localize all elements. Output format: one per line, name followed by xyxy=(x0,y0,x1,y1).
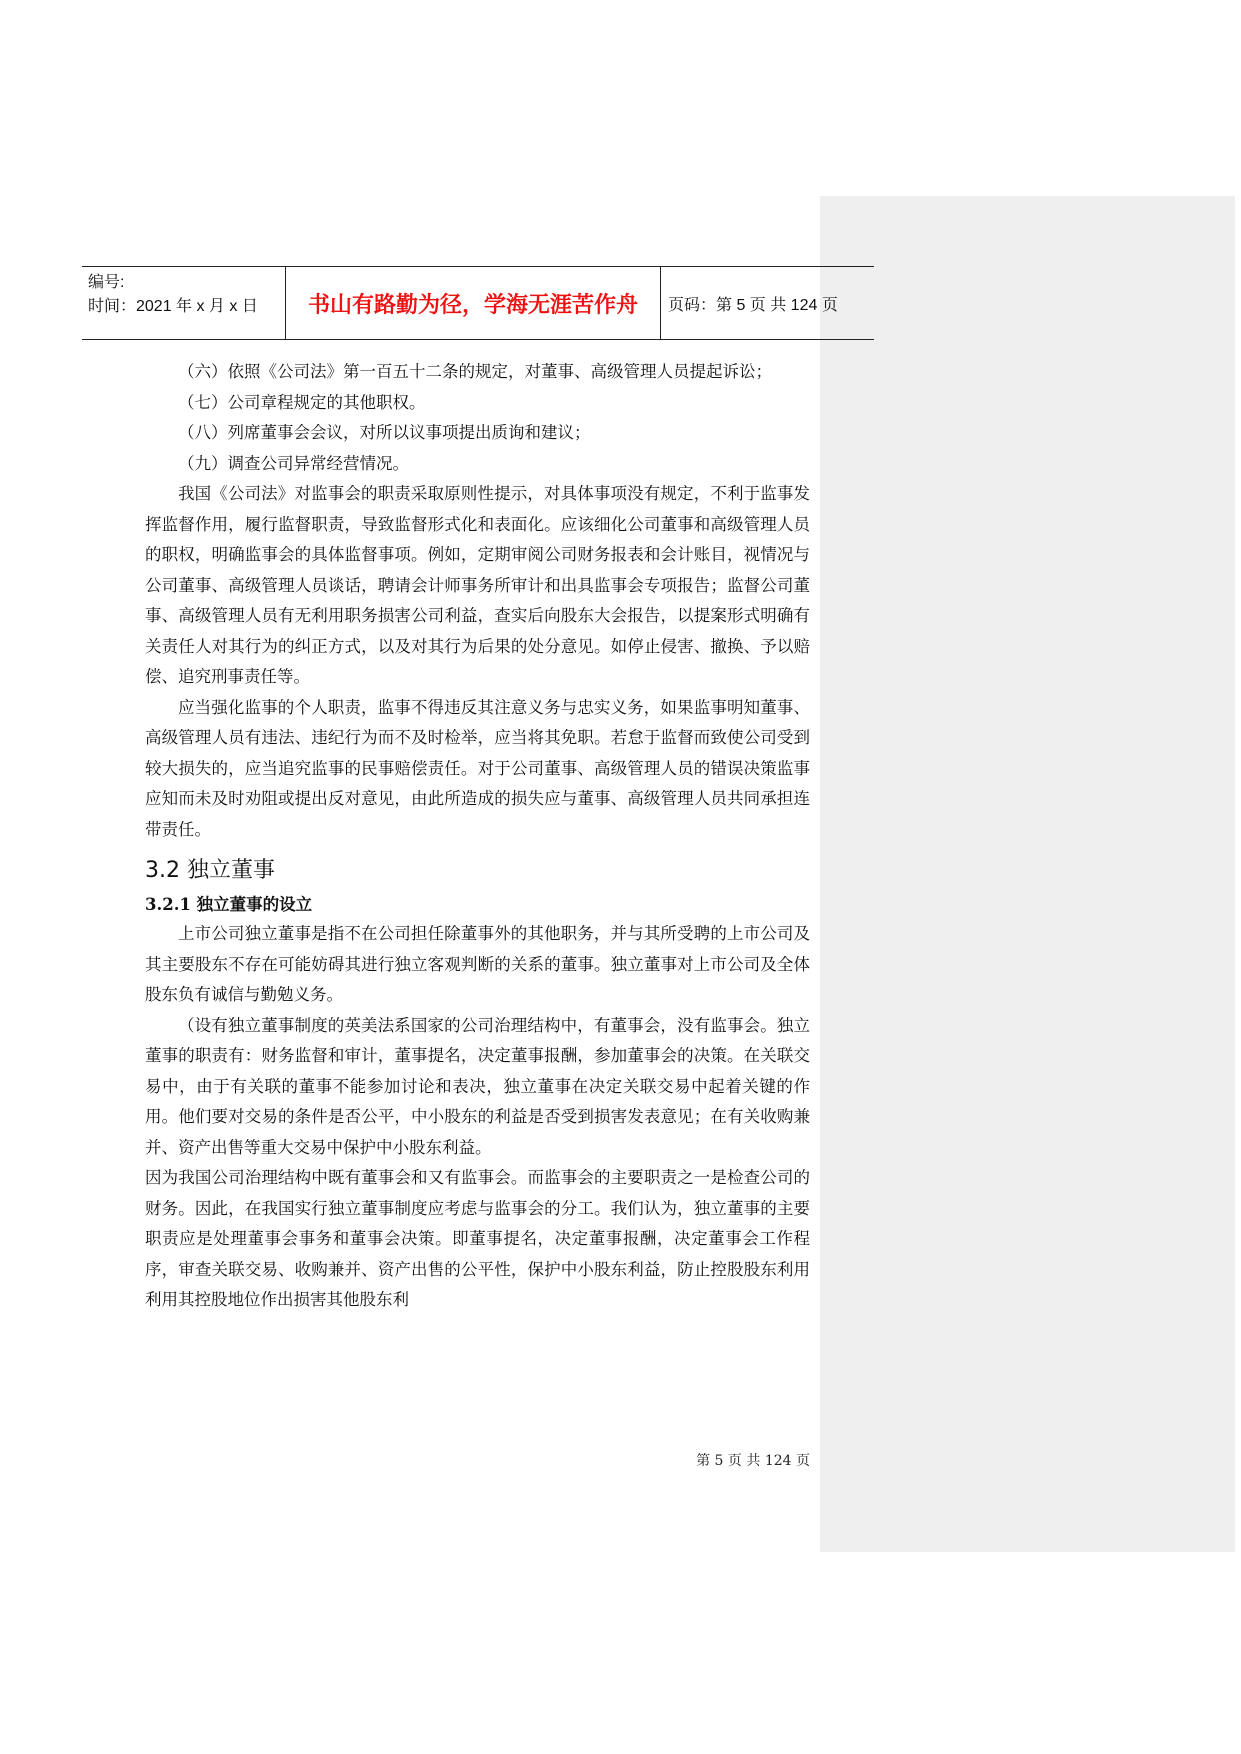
page-header xyxy=(82,266,874,340)
page-footer: 第 5 页 共 124 页 xyxy=(696,1453,810,1469)
document-time-label: 时间：2021 年 x 月 x 日 xyxy=(88,298,258,315)
paragraph-supervisory-duties: 我国《公司法》对监事会的职责采取原则性提示，对具体事项没有规定，不利于监事发挥监督作用，履行监督职责，导致监督形式化和表面化。应该细化公司董事和高级管理人员的职权，明确监事会的具体监督事项。例如，定期审阅公司财务报表和会计账目，视情况与公司董事、高级管理人员谈话，聘请会计师事务所审计和出具监事会专项报告；监督公司董事、高级管理人员有无利用职务损害公司利益，查实后向股东大会报告，以提案形式明确有关责任人对其行为的纠正方式，以及对其行为后果的处分意见。如停止侵害、撤换、予以赔偿、追究刑事责任等。 xyxy=(145,484,810,686)
paragraph-supervisor-responsibility: 应当强化监事的个人职责，监事不得违反其注意义务与忠实义务，如果监事明知董事、高级管理人员有违法、违纪行为而不及时检举，应当将其免职。若怠于监督而致使公司受到较大损失的，应当追究监事的民事赔偿责任。对于公司董事、高级管理人员的错误决策监事应知而未及时劝阻或提出反对意见，由此所造成的损失应与董事、高级管理人员共同承担连带责任。 xyxy=(145,697,810,839)
document-body xyxy=(145,357,810,1316)
paragraph-8: （八）列席董事会会议，对所以议事项提出质询和建议； xyxy=(178,423,591,442)
paragraph-6: （六）依照《公司法》第一百五十二条的规定，对董事、高级管理人员提起诉讼； xyxy=(178,362,772,381)
paragraph-7: （七）公司章程规定的其他职权。 xyxy=(178,392,426,412)
paragraph-independent-director-definition: 上市公司独立董事是指不在公司担任除董事外的其他职务，并与其所受聘的上市公司及其主要股东不存在可能妨碍其进行独立客观判断的关系的董事。独立董事对上市公司及全体股东负有诚信与勤勉义务。 xyxy=(145,924,810,1004)
section-heading: 3.2 独立董事 xyxy=(145,858,275,883)
header-motto: 书山有路勤为径，学海无涯苦作舟 xyxy=(285,267,661,339)
paragraph-china-structure: 因为我国公司治理结构中既有董事会和又有监事会。而监事会的主要职责之一是检查公司的财务。因此，在我国实行独立董事制度应考虑与监事会的分工。我们认为，独立董事的主要职责应是处理董事会事务和董事会决策。即董事提名，决定董事报酬，决定董事会工作程序，审查关联交易、收购兼并、资产出售的公平性，保护中小股东利益，防止控股股东利用利用其控股地位作出损害其他股东利 xyxy=(145,1168,810,1309)
subsection-heading: 3.2.1 独立董事的设立 xyxy=(145,895,313,914)
header-meta xyxy=(88,271,268,319)
paragraph-independent-director-duties: （设有独立董事制度的英美法系国家的公司治理结构中，有董事会，没有监事会。独立董事的职责有：财务监督和审计，董事提名，决定董事报酬，参加董事会的决策。在关联交易中，由于有关联的董事不能参加讨论和表决，独立董事在决定关联交易中起着关键的作用。他们要对交易的条件是否公平，中小股东的利益是否受到损害发表意见；在有关收购兼并、资产出售等重大交易中保护中小股东利益。 xyxy=(145,1015,810,1157)
document-number-label: 编号: xyxy=(88,274,125,291)
header-page-label: 页码：第 5 页 共 124 页 xyxy=(668,297,838,314)
paragraph-9: （九）调查公司异常经营情况。 xyxy=(178,453,409,473)
comment-margin-panel xyxy=(820,196,1235,1552)
